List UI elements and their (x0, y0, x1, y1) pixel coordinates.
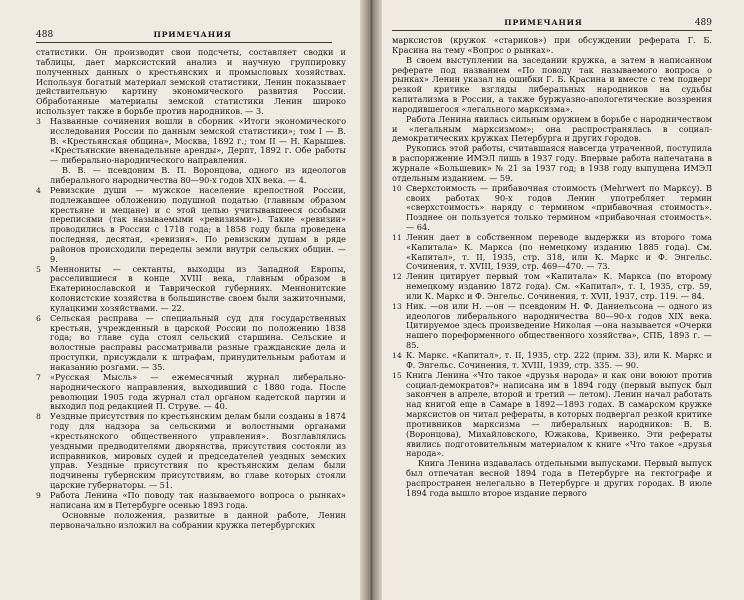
note-6 (36, 314, 346, 373)
note-paragraph: К. Маркс. «Капитал», т. II, 1935, стр. 222 (прим. 33), или К. Маркс и Ф. Энгельс. Сочинения, т. XVIII, 1939, стр. 335. — 90. (406, 350, 712, 370)
right-page-number: 489 (694, 18, 712, 28)
note-paragraph: Сельская расправа — специальный суд для государственных крестьян, учрежденный в царской России по положению 1838 года; во главе суда стоял сельский старшина. Сельские и волостные расправы рассматривали разные гражданские дела и проступки, присуждали к штрафам, принудительным работам и наказанию розгами. — 35. (50, 312, 346, 372)
note-13 (392, 302, 712, 351)
right-page (372, 0, 744, 600)
note-number: 5 (36, 264, 41, 274)
note-number: 12 (392, 272, 402, 282)
note-3 (36, 117, 346, 186)
note-paragraph: Ленин цитирует первый том «Капитала» К. Маркса (по второму немецкому изданию 1872 года). См. «Капитал», т. I, 1935, стр. 59, или К. Маркс и Ф. Энгельс. Сочинения, т. XVII, 1937, стр. 119. — 84. (406, 271, 712, 301)
note-15 (392, 371, 712, 499)
note-8 (36, 412, 346, 491)
note-5 (36, 265, 346, 314)
note-paragraph: Уездные присутствия по крестьянским делам были созданы в 1874 году для надзора за сельскими и волостными органами «крестьянского общественного управления». Возглавлялись уездными предводителями дворянства, присутствия состояли из исправников, мировых судей и председателей уездных земских управ. Уездные присутствия по крестьянским делам были подчинены губернским присутствиям, во главе которых стояли царские губернаторы. — 51. (50, 411, 346, 491)
note-number: 3 (36, 116, 41, 126)
note-number: 6 (36, 313, 41, 323)
continuation-paragraph: Работа Ленина явилась сильным оружием в борьбе с народничеством и «легальным марксизмом»; она распространялась в социал-демократических кружках Петербурга и других городов. (392, 113, 712, 144)
note-paragraph: Основные положения, развитые в данной работе, Ленин первоначально изложил на собрании кружка петербургских (50, 509, 346, 530)
note-paragraph: Ленин дает в собственном переводе выдержки из второго тома «Капитала» К. Маркса (по немецкому изданию 1885 года). См. «Капитал», т. II, 1935, стр. 318, или К. Маркс и Ф. Энгельс. Сочинения, т. XVIII, 1939, стр. 469—470. — 73. (406, 231, 712, 272)
note-12 (392, 272, 712, 302)
note-9 (36, 491, 346, 530)
note-paragraph: Названные сочинения вошли в сборник «Итоги экономического исследования России по данным земской статистики»; том I — В. В. «Крестьянская община», Москва, 1892 г.; том II — Н. Карышев. «Крестьянские вненадельные аренды», Дерпт, 1892 г. Обе работы — либерально-народнического направления. (50, 115, 346, 166)
note-11 (392, 233, 712, 272)
note-paragraph: Ревизские души — мужское население крепостной России, подлежавшее обложению подушной податью (главным образом крестьяне и мещане) и с этой целью учитывавшееся особыми переписями (так называемыми «ревизиями»). Такие «ревизии» проводились в России с 1718 года; в 1858 году была проведена последняя, десятая, «ревизия». По ревизским душам в ряде районов происходили переделы земли внутри сельских общин. — 9. (50, 184, 346, 264)
right-running-head (392, 18, 712, 31)
note-paragraph: Меннониты — сектанты, выходцы из Западной Европы, расселившиеся в конце XVIII века, главным образом в Екатеринославской и Таврической губерниях. Меннонитские колонистские хозяйства в большинстве своем были зажиточными, кулацкими хозяйствами. — 22. (50, 263, 346, 313)
note-number: 4 (36, 185, 41, 195)
note-4 (36, 186, 346, 265)
note-paragraph: В. В. — псевдоним В. П. Воронцова, одного из идеологов либерального народничества 80—90-х годов XIX века. — 4. (50, 165, 346, 185)
note-7 (36, 373, 346, 412)
left-page (0, 0, 366, 600)
note-number: 14 (392, 351, 402, 360)
note-number: 10 (392, 183, 402, 193)
note-number: 15 (392, 370, 402, 380)
note-paragraph: Ник. —он или Н. —он — псевдоним Н. Ф. Даниельсона — одного из идеологов либерального народничества 80—90-х годов XIX века. Цитируемое здесь произведение Николая —она называется «Очерки нашего пореформенного общественного хозяйства», СПБ, 1893 г. — 85. (406, 300, 712, 351)
note-14 (392, 351, 712, 371)
note-paragraph: Сверхстоимость — прибавочная стоимость (Mehrwert по Марксу). В своих работах 90-х годов Ленин употребляет термин «сверхстоимость» наряду с термином «прибавочная стоимость». Позднее он пользуется только термином «прибавочная стоимость». — 64. (406, 182, 712, 233)
left-page-number: 488 (36, 30, 54, 40)
right-running-title: ПРИМЕЧАНИЯ (504, 18, 583, 27)
continuation-paragraph: Рукопись этой работы, считавшаяся навсегда утраченной, поступила в распоряжение ИМЭЛ лишь в 1937 году. Впервые работа напечатана в журнале «Большевик» № 21 за 1937 год; в 1938 году выпущена ИМЭЛ отдельным изданием. — 59. (392, 143, 712, 183)
left-page-text (36, 48, 346, 530)
left-running-title: ПРИМЕЧАНИЯ (153, 30, 232, 39)
book-gutter (360, 0, 382, 600)
note-10 (392, 184, 712, 233)
continuation-paragraph: статистики. Он производит свои подсчеты, составляет сводки и таблицы, дает марксистский анализ и научную группировку полученных данных о крестьянских и промысловых хозяйствах. Используя богатый материал земской статистики, Ленин показывает действительную картину экономического развития России. Обработанные материалы земской статистики Ленин широко использует также в борьбе против народников. — 3. (36, 47, 346, 117)
right-page-text (392, 36, 712, 499)
note-number: 11 (392, 232, 402, 242)
continuation-paragraph: В своем выступлении на заседании кружка, а затем в написанном реферате под названием «По поводу так называемого вопроса о рынках» Ленин указал на ошибки Г. Б. Красина и вместе с тем подверг резкой критике взгляды либеральных народников на судьбы капитализма в России, а также буржуазно-апологетические воззрения народившегося «легального марксизма». (392, 54, 712, 114)
note-paragraph: Работа Ленина «По поводу так называемого вопроса о рынках» написана им в Петербурге осенью 1893 года. (50, 489, 346, 510)
left-running-head (36, 30, 332, 43)
note-paragraph: «Русская Мысль» — ежемесячный журнал либерально-народнического направления, выходивший с 1880 года. После революции 1905 года журнал стал органом кадетской партии и выходил под редакцией П. Струве. — 40. (50, 371, 346, 412)
note-number: 9 (36, 490, 41, 500)
note-number: 13 (392, 301, 402, 311)
note-number: 8 (36, 412, 41, 422)
note-paragraph: Книга Ленина «Что такое «друзья народа» и как они воюют против социал-демократов?» написана им в 1894 году (первый выпуск был закончен в апреле, второй и третий — летом). Ленин начал работать над книгой еще в Самаре в 1892—1893 годах. В самарском кружке марксистов он читал рефераты, в которых подвергал резкой критике противников марксизма — либеральных народников: В. В. (Воронцова), Михайловского, Южакова, Кривенко. Эти рефераты явились подготовительным материалом к книге «Что такое «друзья народа». (406, 369, 712, 459)
note-number: 7 (36, 372, 41, 382)
note-paragraph: Книга Ленина издавалась отдельными выпусками. Первый выпуск был отпечатан весной 1894 года в Петербурге на гектографе и распространен нелегально в Петербурге и других городах. В июле 1894 года вышло второе издание первого (406, 458, 712, 498)
continuation-paragraph: марксистов (кружок «стариков») при обсуждении реферата Г. Б. Красина на тему «Вопрос о рынках». (392, 35, 712, 55)
